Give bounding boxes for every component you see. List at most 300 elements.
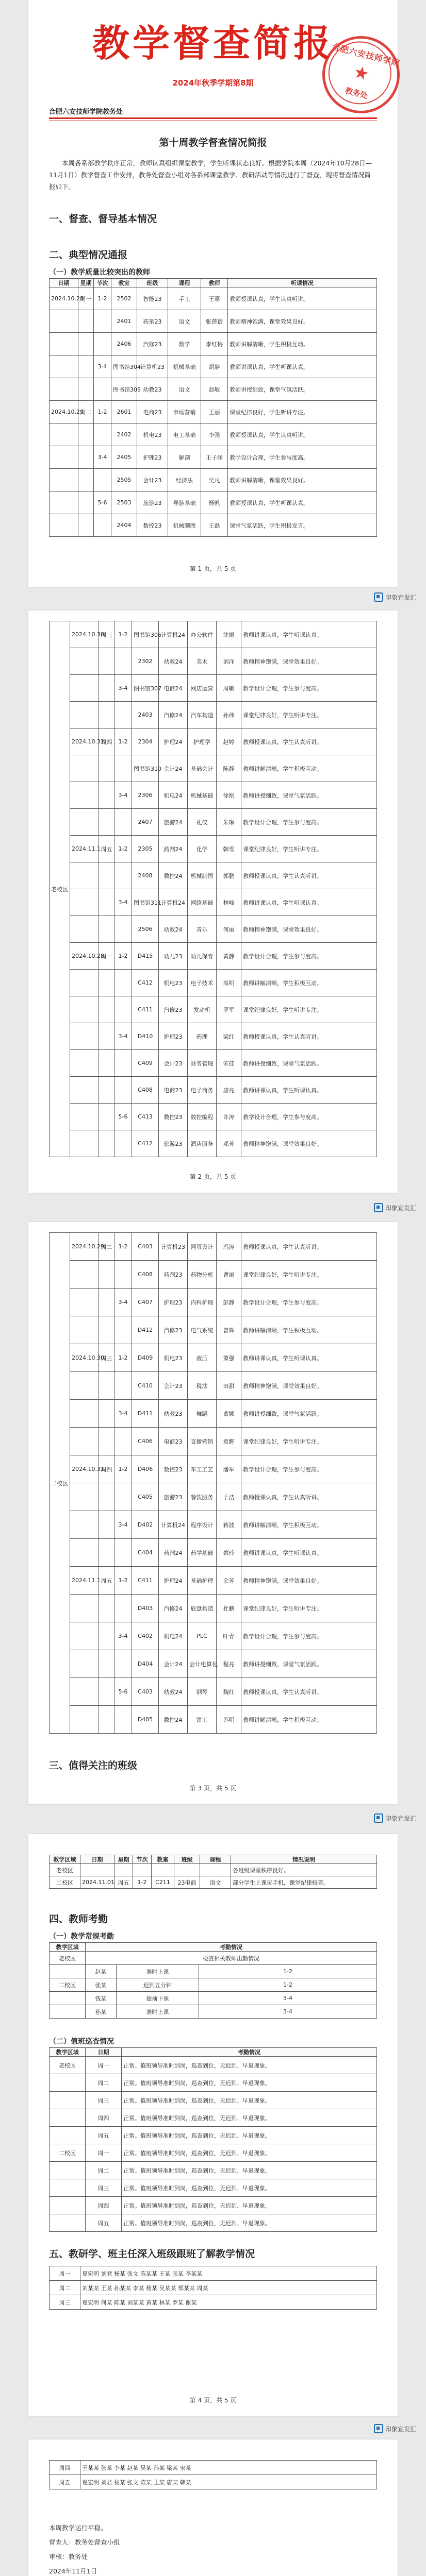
table-cell: 钳工: [188, 1706, 217, 1734]
table-cell: D415: [132, 943, 159, 970]
table-cell: 教师讲授细致，课堂气氛活跃。: [241, 1400, 377, 1428]
table-cell: 各班级课堂秩序良好。: [231, 1864, 377, 1876]
table-cell: 刘洋: [217, 648, 241, 675]
table-cell: 机电23: [159, 970, 188, 996]
table-cell: 电子技术: [188, 970, 217, 996]
table-row: [50, 1344, 377, 1372]
table-row: [50, 2475, 377, 2489]
table-cell: 程亮: [217, 1650, 241, 1678]
table-cell: 护理23: [159, 1023, 188, 1050]
table-cell: [50, 333, 78, 355]
table-cell: 田甜: [217, 1372, 241, 1400]
table-cell: 会计23: [137, 469, 168, 492]
table-cell: 周四: [99, 728, 114, 755]
table-cell: C411: [132, 1567, 159, 1595]
table-cell: [70, 782, 99, 809]
column-header: 教室: [111, 279, 137, 287]
table-cell: [78, 333, 94, 355]
table-row: [50, 310, 377, 333]
table-cell: 2024.10.29: [70, 1233, 99, 1261]
column-header: 教学区域: [50, 1943, 86, 1952]
table-cell: 蔡玲: [217, 1539, 241, 1567]
table-cell: 药物分析: [188, 1261, 217, 1289]
table-cell: [99, 1706, 114, 1734]
table-cell: 周五: [86, 2127, 122, 2144]
table-cell: [70, 1428, 99, 1455]
table-cell: [50, 1992, 86, 2005]
table-cell: 机械基础: [168, 355, 201, 378]
table-cell: [99, 1372, 114, 1400]
table-cell: 二校区: [50, 1978, 86, 1992]
table-cell: 董娜: [217, 1400, 241, 1428]
table-cell: [50, 2005, 86, 2019]
table-cell: 周三: [50, 2295, 80, 2310]
table-cell: [99, 1050, 114, 1077]
table-row: [50, 1077, 377, 1104]
table-cell: C403: [132, 1678, 159, 1706]
table-cell: 周二: [99, 1233, 114, 1261]
table-cell: 幼儿保育: [188, 943, 217, 970]
brand-logo-icon: [374, 2424, 383, 2433]
table-cell: 周一: [86, 2144, 122, 2162]
table-cell: 2505: [111, 469, 137, 492]
table-cell: D411: [132, 1400, 159, 1428]
section-5-heading: 五、教研学、班主任深入班级跟班了解教学情况: [49, 2248, 255, 2260]
table-cell: 数控23: [159, 1104, 188, 1130]
table-cell: C403: [132, 1233, 159, 1261]
table-cell: [78, 514, 94, 537]
table-cell: 电子商务: [188, 1077, 217, 1104]
table-row: [50, 2214, 377, 2232]
table-cell: 2403: [132, 702, 159, 728]
table-cell: 机电24: [159, 782, 188, 809]
table-cell: 车工工艺: [188, 1455, 217, 1483]
section-3-heading: 三、值得关注的班级: [49, 1760, 138, 1771]
table-cell: 数控编程: [188, 1104, 217, 1130]
table-cell: 基础会计: [188, 755, 217, 782]
table-cell: [200, 1864, 231, 1876]
table-cell: 曾辉: [217, 1316, 241, 1344]
table-cell: [114, 809, 132, 836]
table-cell: C406: [132, 1428, 159, 1455]
table-cell: 教师讲解清晰，学生积极互动。: [241, 1511, 377, 1539]
table-cell: [114, 1864, 133, 1876]
table-cell: 孙某: [86, 2005, 117, 2019]
table-row: [50, 1965, 377, 1978]
table-cell: [114, 970, 132, 996]
table-cell: 二校区: [50, 1876, 80, 1889]
table-cell: 许涛: [217, 1104, 241, 1130]
table-cell: [70, 755, 99, 782]
table-cell: 2405: [111, 446, 137, 469]
table-cell: 彭静: [217, 1289, 241, 1316]
table-header-row: [50, 279, 377, 287]
table-row: [50, 2266, 377, 2281]
table-cell: 正常。值班领导准时到岗，巡查到位，无迟到、早退现象。: [122, 2074, 377, 2092]
page-footer: 第 1 页，共 5 页: [189, 565, 237, 572]
table-cell: C411: [132, 996, 159, 1023]
column-header: 班级: [137, 279, 168, 287]
table-cell: 语文: [168, 310, 201, 333]
table-cell: D404: [132, 1650, 159, 1678]
table-cell: [70, 1622, 99, 1650]
table-cell: 李强: [201, 423, 228, 446]
table-cell: [99, 1622, 114, 1650]
table-row: [50, 333, 377, 355]
table-cell: 会计电算化: [188, 1650, 217, 1678]
table-cell: 1-2: [114, 836, 132, 862]
column-header: 星期: [78, 279, 94, 287]
table-cell: [70, 889, 99, 916]
table-cell: 教师授课认真，学生认真听讲。: [241, 1233, 377, 1261]
table-cell: 药剂23: [137, 310, 168, 333]
campus-cell: 二校区: [50, 1233, 70, 1734]
table-cell: 郭鹏: [217, 862, 241, 889]
table-cell: 教师讲课认真，学生听课认真。: [241, 621, 377, 648]
table-cell: 教师精神饱满，课堂效果良好。: [241, 1372, 377, 1400]
table-cell: [78, 492, 94, 514]
table-cell: 智能23: [137, 287, 168, 310]
page-2: [28, 611, 398, 1193]
table-cell: [99, 1077, 114, 1104]
table-cell: [50, 378, 78, 401]
table-cell: 苏明: [217, 1706, 241, 1734]
table-row: [50, 2092, 377, 2109]
table-cell: 5-6: [94, 492, 111, 514]
table-cell: 夏宏明 何某 陈某 刘某某 黄某 林某 罗某 谢某: [80, 2295, 377, 2310]
table-cell: [50, 469, 78, 492]
table-cell: 会计23: [159, 1050, 188, 1077]
closing-line-3: 审核：教务处: [49, 2553, 88, 2561]
table-cell: 酒店服务: [188, 1130, 217, 1157]
table-row: [50, 862, 377, 889]
closing-line-1: 本周教学运行平稳。: [49, 2524, 107, 2532]
table-cell: 3-4: [114, 1511, 132, 1539]
table-row: [50, 1483, 377, 1511]
section-4a-heading: （一）教学常规考勤: [49, 1933, 114, 1941]
table-cell: 正常。值班领导准时到岗，巡查到位，无迟到、早退现象。: [122, 2127, 377, 2144]
table-cell: 叶青: [217, 1622, 241, 1650]
table-row: [50, 401, 377, 423]
brand-label: 印象宣发汇: [385, 594, 417, 601]
table-cell: [50, 2214, 86, 2232]
table-cell: 袁野: [217, 1428, 241, 1455]
table-cell: 老校区: [50, 1952, 86, 1965]
table-cell: [174, 1864, 200, 1876]
table-cell: 幼儿23: [159, 943, 188, 970]
page-3: [28, 1222, 398, 1804]
table-cell: 礼仪: [188, 809, 217, 836]
column-header: 听课情况: [228, 279, 377, 287]
table-cell: 23电商: [174, 1876, 200, 1889]
table-cell: 周四: [86, 2109, 122, 2127]
table-cell: 幼教24: [159, 1678, 188, 1706]
table-cell: [99, 702, 114, 728]
table-cell: 导游基础: [168, 492, 201, 514]
page-5: [28, 2439, 398, 2576]
table-cell: 迟到五分钟: [117, 1978, 199, 1992]
table-cell: 老校区: [50, 2057, 86, 2074]
table-cell: [70, 862, 99, 889]
table-cell: 药剂23: [159, 1261, 188, 1289]
table-cell: 2304: [132, 728, 159, 755]
table-cell: [78, 310, 94, 333]
table-cell: [99, 1511, 114, 1539]
table-row: [50, 378, 377, 401]
table-cell: 2024.10.28: [50, 287, 78, 310]
table-row: [50, 1428, 377, 1455]
table-cell: [70, 1104, 99, 1130]
table-cell: [133, 1864, 152, 1876]
table-cell: 提前下课: [117, 1992, 199, 2005]
table-cell: 教师讲课认真，学生听课认真。: [241, 1539, 377, 1567]
table-cell: 王子涵: [201, 446, 228, 469]
brand-watermark: [374, 2424, 416, 2433]
table-cell: 网页设计: [188, 1233, 217, 1261]
table-cell: 3-4: [114, 782, 132, 809]
table-cell: [70, 1050, 99, 1077]
table-row: [50, 2162, 377, 2179]
table-cell: D410: [132, 1023, 159, 1050]
table-cell: 罗军: [217, 996, 241, 1023]
table-row: [50, 1539, 377, 1567]
page-4: [28, 1834, 398, 2416]
table-cell: 梁红: [217, 1023, 241, 1050]
table-cell: 李红梅: [201, 333, 228, 355]
table-cell: C408: [132, 1261, 159, 1289]
table-cell: [99, 1539, 114, 1567]
table-cell: 高明: [217, 970, 241, 996]
table-cell: 图书馆307: [132, 675, 159, 702]
table-cell: 教师精神饱满，课堂效果良好。: [228, 310, 377, 333]
table-cell: [99, 1483, 114, 1511]
table-cell: C405: [132, 1483, 159, 1511]
table-cell: 汽车构造: [188, 702, 217, 728]
table-cell: 何丽: [217, 916, 241, 943]
brand-label: 印象宣发汇: [385, 1205, 417, 1212]
table-cell: 数控24: [159, 862, 188, 889]
table-cell: 夏宏明 刘君 杨某 张文 陈某 王某 唐某 韩某: [80, 2475, 377, 2489]
table-cell: 1-2: [114, 1344, 132, 1372]
table-cell: 药剂24: [159, 836, 188, 862]
table-cell: [114, 755, 132, 782]
table-cell: [70, 1483, 99, 1511]
table-cell: 课堂纪律良好，学生听讲专注。: [241, 1428, 377, 1455]
table-cell: D409: [132, 1344, 159, 1372]
table-cell: [78, 446, 94, 469]
table-cell: [80, 1864, 114, 1876]
section-1-heading: 一、督查、督导基本情况: [49, 213, 157, 225]
table-cell: 周五: [114, 1876, 133, 1889]
table-cell: 财务管理: [188, 1050, 217, 1077]
table-cell: 课堂纪律良好，学生听讲专注。: [241, 996, 377, 1023]
table-cell: 机电24: [159, 1622, 188, 1650]
table-cell: [114, 702, 132, 728]
table-row: [50, 1650, 377, 1678]
column-header: 星期: [114, 1855, 133, 1864]
section-4-heading: 四、教师考勤: [49, 1913, 108, 1925]
table-cell: 2024.10.29: [50, 401, 78, 423]
table-cell: 内科护理: [188, 1289, 217, 1316]
table-cell: 教师授课认真，学生认真听讲。: [241, 1483, 377, 1511]
table-row: [50, 675, 377, 702]
column-header: 日期: [80, 1855, 114, 1864]
table-row: [50, 1400, 377, 1428]
table-cell: 2024.10.28: [70, 943, 99, 970]
table-cell: [70, 1316, 99, 1344]
table-cell: 宋佳: [217, 1050, 241, 1077]
column-header: 节次: [94, 279, 111, 287]
table-cell: 汽修24: [159, 1595, 188, 1622]
table-row: [50, 2005, 377, 2019]
table-cell: 语文: [168, 378, 201, 401]
table-cell: 周一: [78, 287, 94, 310]
table-cell: 会计24: [159, 1650, 188, 1678]
table-cell: 2503: [111, 492, 137, 514]
issue-number: 2024年秋季学期第8期: [172, 78, 254, 88]
table-cell: [70, 1678, 99, 1706]
teacher-table-1: [49, 278, 377, 537]
class-table: [49, 1855, 377, 1889]
table-cell: 3-4: [114, 889, 132, 916]
table-cell: 周五: [99, 836, 114, 862]
table-cell: 直播营销: [188, 1428, 217, 1455]
table-cell: [94, 333, 111, 355]
table-cell: 药理: [188, 1023, 217, 1050]
table-cell: 幼教24: [159, 916, 188, 943]
table-row: [50, 970, 377, 996]
table-cell: 数学: [168, 333, 201, 355]
table-cell: 底盘构造: [188, 1595, 217, 1622]
table-cell: [78, 378, 94, 401]
table-cell: [70, 1400, 99, 1428]
column-header: 节次: [133, 1855, 152, 1864]
table-cell: 教学设计合理，学生参与度高。: [241, 675, 377, 702]
duty-table: [49, 2047, 377, 2232]
table-cell: [70, 1130, 99, 1157]
table-cell: 潘军: [217, 1455, 241, 1483]
table-cell: [99, 996, 114, 1023]
table-header-row: [50, 1943, 377, 1952]
table-cell: 3-4: [199, 2005, 377, 2019]
table-cell: 正常。值班领导准时到岗，巡查到位，无迟到、早退现象。: [122, 2144, 377, 2162]
table-cell: 教学设计合理，学生参与度高。: [228, 446, 377, 469]
table-cell: 教师讲解清晰，学生积极互动。: [241, 755, 377, 782]
table-cell: 正常。值班领导准时到岗，巡查到位，无迟到、早退现象。: [122, 2214, 377, 2232]
table-row: [50, 446, 377, 469]
table-cell: 1-2: [114, 1567, 132, 1595]
table-cell: 网络基础: [188, 889, 217, 916]
table-row: [50, 809, 377, 836]
brand-watermark: [374, 592, 416, 602]
table-cell: [50, 355, 78, 378]
table-cell: 5-6: [114, 1678, 132, 1706]
table-cell: [114, 1539, 132, 1567]
table-cell: [50, 2127, 86, 2144]
table-cell: [94, 469, 111, 492]
table-cell: 周四: [99, 1455, 114, 1483]
table-cell: 教师讲解清晰，学生积极互动。: [241, 1316, 377, 1344]
table-cell: 教师授课认真，学生认真听讲。: [241, 1023, 377, 1050]
table-row: [50, 648, 377, 675]
table-cell: 3-4: [114, 1289, 132, 1316]
issuing-unit: 合肥六安技师学院教务处: [49, 108, 123, 116]
column-header: 课程: [200, 1855, 231, 1864]
table-cell: C402: [132, 1622, 159, 1650]
table-cell: 1-2: [94, 287, 111, 310]
table-cell: 2601: [111, 401, 137, 423]
table-cell: 护理24: [159, 728, 188, 755]
table-cell: [70, 996, 99, 1023]
table-cell: 教师讲授细致，课堂气氛活跃。: [241, 1050, 377, 1077]
table-cell: 餐饮服务: [188, 1483, 217, 1511]
table-cell: [99, 648, 114, 675]
brand-label: 印象宣发汇: [385, 2426, 417, 2433]
table-cell: [70, 648, 99, 675]
table-cell: [78, 423, 94, 446]
column-header: 教师: [201, 279, 228, 287]
table-cell: 语文: [200, 1876, 231, 1889]
table-row: [50, 2281, 377, 2295]
table-cell: 2306: [132, 782, 159, 809]
teacher-table-2: [49, 621, 377, 1157]
table-cell: 机械制图: [188, 862, 217, 889]
table-cell: 2506: [132, 916, 159, 943]
table-cell: [70, 1261, 99, 1289]
table-cell: 夏宏明 刘君 杨某 张文 陈某某 王某 张某 李某某: [80, 2266, 377, 2281]
table-cell: [99, 916, 114, 943]
table-row: [50, 1876, 377, 1889]
table-cell: 护理学: [188, 728, 217, 755]
table-cell: 教师讲解清晰，学生积极互动。: [241, 1706, 377, 1734]
table-cell: 1-2: [114, 728, 132, 755]
table-cell: 周二: [86, 2162, 122, 2179]
table-cell: 周三: [86, 2092, 122, 2109]
table-cell: 药剂24: [159, 1539, 188, 1567]
table-cell: 机电23: [159, 1344, 188, 1372]
table-cell: [70, 916, 99, 943]
table-cell: 3-4: [114, 675, 132, 702]
table-cell: [114, 1261, 132, 1289]
table-row: [50, 621, 377, 648]
table-cell: 冯涛: [217, 1233, 241, 1261]
table-cell: 市场营销: [168, 401, 201, 423]
table-cell: [50, 2179, 86, 2197]
table-cell: [50, 514, 78, 537]
table-cell: [78, 469, 94, 492]
page-1: [28, 0, 401, 587]
table-cell: 教师授课认真，学生认真听讲。: [241, 862, 377, 889]
table-cell: 化学: [188, 836, 217, 862]
table-cell: 计算机23: [159, 1233, 188, 1261]
table-cell: 唐亮: [217, 1077, 241, 1104]
table-cell: [99, 675, 114, 702]
table-cell: [94, 310, 111, 333]
page-footer: 第 4 页，共 5 页: [189, 2397, 237, 2404]
teacher-table-3: [49, 1232, 377, 1734]
table-row: [50, 469, 377, 492]
table-cell: [99, 1104, 114, 1130]
table-row: [50, 287, 377, 310]
table-cell: 教学设计合理，学生参与度高。: [241, 809, 377, 836]
table-row: [50, 755, 377, 782]
table-cell: 教学设计合理，学生参与度高。: [241, 1455, 377, 1483]
table-cell: 1-2: [114, 943, 132, 970]
table-row: [50, 2074, 377, 2092]
table-cell: 药学基础: [188, 1539, 217, 1567]
table-cell: [50, 423, 78, 446]
table-cell: 会计24: [159, 755, 188, 782]
